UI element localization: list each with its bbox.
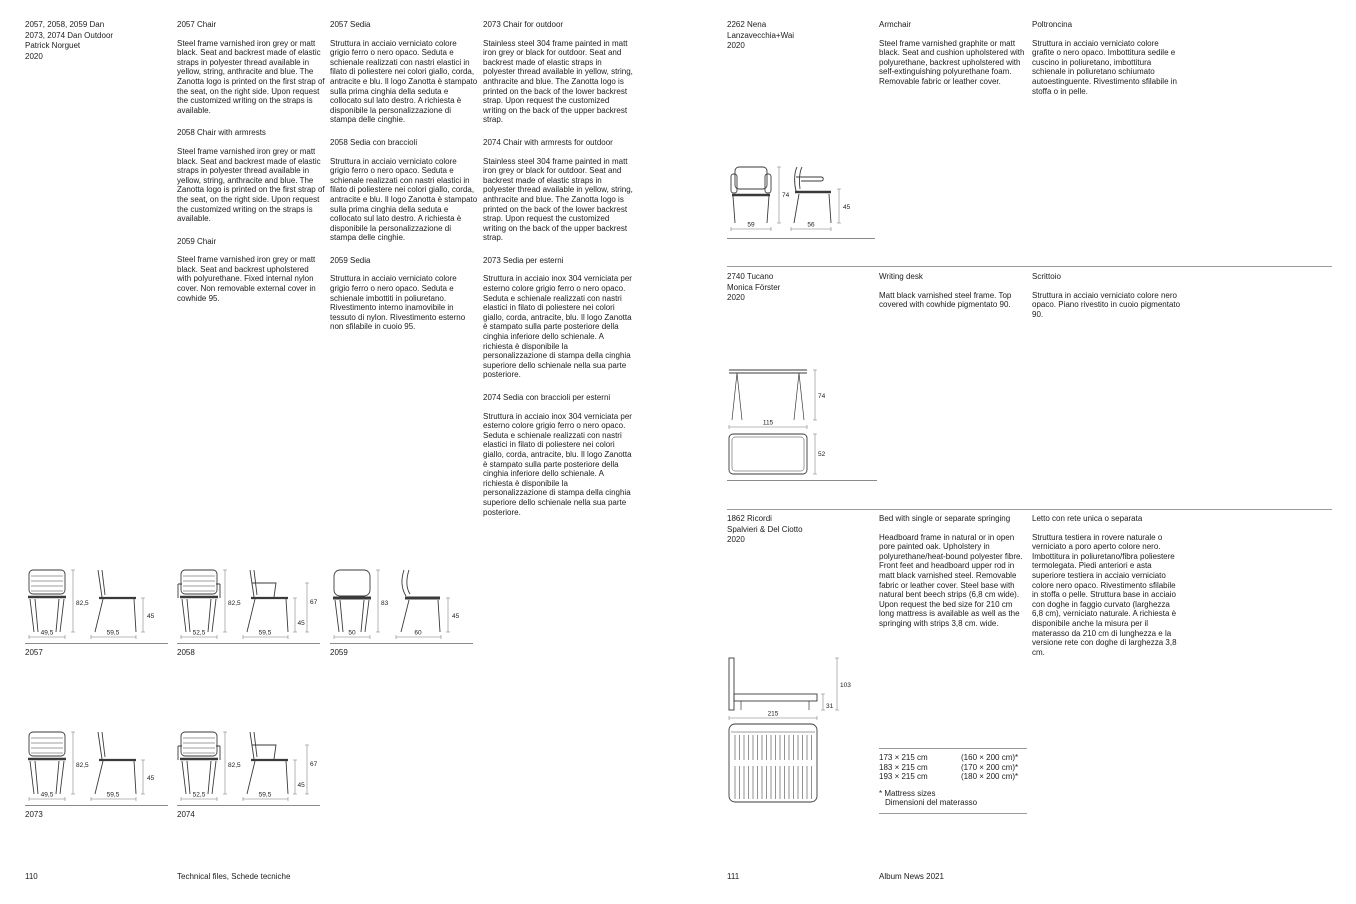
spec-title: 2073 Chair for outdoor — [483, 20, 564, 29]
spec-title: 2059 Chair — [177, 236, 217, 246]
svg-text:115: 115 — [762, 419, 774, 427]
spec-title: 2057 Sedia — [330, 20, 371, 29]
length-dimension — [729, 711, 817, 721]
section-divider-rule — [727, 266, 1332, 267]
seat-height-dimension — [293, 598, 305, 632]
technical-drawing-2059 — [330, 568, 473, 644]
spec-body: Struttura in acciaio inox 304 verniciata per esterno colore grigio ferro o nero opaco. Seduta e schienale realizzati con nastri elastici in filato di poliestere nei colori giallo, corda, antracite, blu. Il logo Zanotta è stampato sulla parte posteriore della cinghia inferiore dello schienale. A richiesta è disponibile la personalizzazione di stampa della cinghia superiore dello schienale nella sua parte posteriore. — [483, 411, 632, 517]
svg-text:59,5: 59,5 — [106, 791, 120, 799]
spec-block — [177, 20, 325, 115]
seat-height-dimension — [446, 598, 460, 632]
svg-text:52,5: 52,5 — [192, 629, 206, 637]
spec-title: 2058 Sedia con braccioli — [330, 137, 418, 147]
spec-title: 2073 Sedia per esterni — [483, 255, 564, 265]
model-name: 2262 Nena — [727, 20, 767, 29]
svg-text:49,5: 49,5 — [40, 629, 54, 637]
width-dimensions — [29, 630, 136, 640]
base-height-dimension — [821, 694, 834, 710]
page-number-right: 111 — [727, 872, 740, 881]
technical-drawing-2073 — [25, 730, 168, 806]
designer-name: Spalvieri & Del Ciotto — [727, 524, 803, 534]
svg-text:56: 56 — [807, 221, 815, 229]
spec-body: Struttura in acciaio verniciato colore grigio ferro o nero opaco. Seduta e schienale realizzati con nastri elastici in filato di poliestere nei colori giallo, corda, antracite e blu. Il logo Zanotta è stampato sulla prima cinghia della seduta e collocato sul lato destro. A richiesta è disponibile la personalizzazione di stampa delle cinghie. — [330, 156, 478, 243]
spec-body: Stainless steel 304 frame painted in matt iron grey or black for outdoor. Seat and backrest made of elastic straps in polyester thread available in yellow, string, anthracite and blue. The Zanotta logo is printed on the back of the lower backrest strap. Upon request the customized writing on the back of the upper backrest strap. — [483, 156, 633, 243]
height-dimension — [777, 167, 790, 223]
mattress-size: (170 × 200 cm)* — [961, 762, 1019, 772]
technical-drawing-2057 — [25, 568, 168, 644]
design-year: 2020 — [25, 51, 43, 61]
svg-text:45: 45 — [297, 782, 305, 789]
footer-right: Album News 2021 — [879, 872, 944, 881]
mattress-sizes-table — [879, 748, 1027, 814]
svg-text:83: 83 — [381, 600, 389, 607]
seat-height-dimension — [141, 760, 155, 794]
bed-size: 193 × 215 cm — [879, 772, 928, 782]
svg-text:74: 74 — [818, 393, 826, 400]
drawing-label: 2073 — [25, 810, 43, 819]
spec-title: Scrittoio — [1032, 272, 1061, 281]
section-nena-english — [879, 20, 1029, 87]
svg-text:60: 60 — [414, 629, 422, 637]
technical-drawing-ricordi — [727, 656, 877, 804]
design-year: 2020 — [727, 41, 745, 51]
width-dimension — [729, 420, 807, 430]
technical-drawing-tucano — [727, 368, 877, 481]
drawing-label: 2057 — [25, 648, 43, 657]
spec-body: Stainless steel 304 frame painted in matt iron grey or black for outdoor. Seat and backrest made of elastic straps in polyester thread available in yellow, string, anthracite and blue. The Zanotta logo is printed on the back of the lower backrest strap. Upon request the customized writing on the back of the upper backrest strap. — [483, 38, 633, 125]
armrest-height-dimension — [305, 583, 318, 632]
height-dimension — [71, 732, 89, 794]
section-tucano-italian — [1032, 272, 1182, 319]
section-ricordi-italian — [1032, 514, 1182, 657]
footer-left: Technical files, Schede tecniche — [177, 872, 291, 881]
svg-text:50: 50 — [348, 629, 356, 637]
spec-title: 2074 Sedia con braccioli per esterni — [483, 393, 611, 402]
left-column-english — [177, 20, 325, 316]
section-nena-id — [727, 20, 875, 52]
seat-height-dimension — [837, 189, 851, 223]
spec-block — [483, 138, 633, 243]
svg-text:52: 52 — [818, 451, 826, 458]
svg-text:45: 45 — [452, 613, 460, 620]
section-ricordi-id — [727, 514, 875, 546]
technical-drawing-2074 — [177, 730, 320, 806]
spec-block — [483, 256, 633, 380]
spec-title: Armchair — [879, 20, 912, 29]
spec-block — [483, 20, 633, 125]
spec-block — [177, 128, 325, 223]
spec-block — [483, 393, 633, 517]
svg-text:52,5: 52,5 — [192, 791, 206, 799]
svg-text:59: 59 — [747, 221, 755, 229]
svg-text:49,5: 49,5 — [40, 791, 54, 799]
size-row — [879, 772, 1027, 782]
left-column-outdoor — [483, 20, 633, 530]
spec-title: Writing desk — [879, 272, 923, 281]
model-name: 2740 Tucano — [727, 272, 774, 281]
svg-text:103: 103 — [840, 682, 851, 689]
model-numbers: 2057, 2058, 2059 Dan — [25, 20, 105, 29]
spec-body: Headboard frame in natural or in open pore painted oak. Upholstery in polyurethane/heat-bound polyester fibre. Front feet and headboard upper rod in matt black varnished steel. Removable fabric or leather cover. Steel base with natural bent beech strips (6,8 cm wide). Upon request the bed size for 210 cm long mattress is available as well as the springing with strips 3,8 cm. wide. — [879, 532, 1023, 628]
armrest-height-dimension — [305, 745, 318, 794]
width-dimensions — [181, 630, 288, 640]
spec-title: Letto con rete unica o separata — [1032, 514, 1143, 523]
seat-height-dimension — [293, 760, 305, 794]
svg-text:31: 31 — [826, 703, 834, 710]
svg-text:59,5: 59,5 — [258, 791, 272, 799]
section-tucano-english — [879, 272, 1029, 310]
page-number-left: 110 — [25, 872, 38, 881]
section-divider-rule — [727, 509, 1332, 510]
svg-text:59,5: 59,5 — [106, 629, 120, 637]
left-column-italian — [330, 20, 478, 345]
mattress-size: (180 × 200 cm)* — [961, 772, 1019, 782]
desk-plan — [729, 434, 807, 474]
section-ricordi-english — [879, 514, 1029, 629]
drawing-label: 2059 — [330, 648, 348, 657]
spec-title: Poltroncina — [1032, 20, 1073, 29]
height-dimension — [71, 570, 89, 632]
spec-body: Steel frame varnished iron grey or matt black. Seat and backrest upholstered with polyurethane. Fixed internal nylon cover. Non removable external cover in cowhide 95. — [177, 255, 316, 303]
section-nena-italian — [1032, 20, 1182, 96]
spec-body: Struttura testiera in rovere naturale o verniciato a poro aperto colore nero. Imbottitura in poliuretano/fibra poliestere termolegata. Piedi anteriori e asta superiore testiera in acciaio verniciato colore nero opaco. Rivestimento sfilabile in stoffa o pelle. Struttura base in acciaio con doghe in faggio curvato (larghezza 6,8 cm), verniciato naturale. A richiesta è disponibile anche la misura per il materasso da 210 cm di lunghezza e la versione rete con doghe di larghezza 3,8 cm. — [1032, 532, 1177, 657]
svg-text:82,5: 82,5 — [76, 600, 89, 607]
spec-body: Matt black varnished steel frame. Top covered with cowhide pigmentato 90. — [879, 290, 1012, 310]
bed-size: 173 × 215 cm — [879, 753, 928, 762]
model-name: 1862 Ricordi — [727, 514, 772, 523]
mattress-size: (160 × 200 cm)* — [961, 753, 1019, 762]
svg-text:59,5: 59,5 — [258, 629, 272, 637]
spec-body: Struttura in acciaio verniciato colore nero opaco. Piano rivestito in cuoio pigmentato 90. — [1032, 290, 1181, 319]
left-product-info — [25, 20, 170, 62]
sizes-note-it: Dimensioni del materasso — [885, 798, 978, 808]
bed-size: 183 × 215 cm — [879, 762, 928, 772]
sizes-note-en: * Mattress sizes — [879, 788, 936, 798]
spec-body: Struttura in acciaio verniciato colore grigio ferro o nero opaco. Seduta e schienale imbottiti in poliuretano. Rivestimento interno inamovibile in tessuto di nylon. Rivestimento esterno non sfilabile in cuoio 95. — [330, 274, 466, 332]
svg-text:45: 45 — [147, 613, 155, 620]
spec-body: Steel frame varnished graphite or matt black. Seat and cushion upholstered with polyurethane, backrest upholstered with self-extinguishing polyurethane foam. Removable fabric or leather cover. — [879, 38, 1025, 86]
height-dimension — [223, 570, 241, 632]
svg-text:82,5: 82,5 — [228, 600, 241, 607]
spec-title: 2074 Chair with armrests for outdoor — [483, 137, 613, 147]
height-dimension — [376, 570, 389, 632]
spec-body: Struttura in acciaio verniciato colore grafite o nero opaco. Imbottitura sedile e cuscino in poliuretano, imbottitura schienale in poliuretano schiumato autoestinguente. Rivestimento sfilabile in stoffa o in pelle. — [1032, 38, 1177, 96]
spec-block — [330, 256, 478, 332]
height-dimension — [223, 732, 241, 794]
design-year: 2020 — [727, 293, 745, 303]
depth-dimension — [813, 434, 826, 474]
spec-body: Steel frame varnished iron grey or matt black. Seat and backrest made of elastic straps in polyester thread available in yellow, string, anthracite and blue. The Zanotta logo is printed on the first strap of the seat, on the right side. Upon request the customized writing on the straps is available. — [177, 38, 325, 115]
desk-elevation — [729, 370, 807, 420]
size-row — [879, 763, 1027, 773]
bed-plan — [729, 724, 817, 802]
spec-title: 2059 Sedia — [330, 255, 371, 265]
spec-body: Struttura in acciaio verniciato colore grigio ferro o nero opaco. Seduta e schienale realizzati con nastri elastici in filato di poliestere nei colori giallo, corda, antracite e blu. Il logo Zanotta è stampato sulla prima cinghia della seduta e collocato sul lato destro. A richiesta è disponibile la personalizzazione di stampa delle cinghie. — [330, 38, 478, 125]
spec-body: Struttura in acciaio inox 304 verniciata per esterno colore grigio ferro o nero opaco. Seduta e schienale realizzati con nastri elastici in filato di poliestere nei colori giallo, corda, antracite, blu. Il logo Zanotta è stampato sulla parte posteriore della cinghia inferiore dello schienale. A richiesta è disponibile la personalizzazione di stampa della cinghia superiore dello schienale nella sua parte posteriore. — [483, 274, 632, 380]
spec-title: Bed with single or separate springing — [879, 514, 1011, 523]
svg-text:67: 67 — [310, 599, 318, 606]
technical-drawing-2058 — [177, 568, 320, 644]
svg-text:45: 45 — [147, 775, 155, 782]
svg-text:67: 67 — [310, 761, 318, 768]
designer-name: Patrick Norguet — [25, 41, 81, 51]
height-dimension — [813, 370, 826, 420]
bed-elevation — [729, 658, 817, 710]
headboard-height-dimension — [835, 658, 851, 710]
width-dimensions — [181, 792, 288, 802]
spec-title: 2057 Chair — [177, 20, 217, 29]
svg-text:45: 45 — [297, 620, 305, 627]
design-year: 2020 — [727, 535, 745, 545]
svg-text:82,5: 82,5 — [76, 762, 89, 769]
svg-text:82,5: 82,5 — [228, 762, 241, 769]
spec-block — [330, 20, 478, 125]
svg-text:215: 215 — [767, 710, 779, 718]
designer-name: Monica Förster — [727, 282, 781, 292]
designer-name: Lanzavecchia+Wai — [727, 30, 795, 40]
technical-drawing-nena — [727, 163, 875, 239]
svg-text:45: 45 — [843, 204, 851, 211]
section-tucano-id — [727, 272, 875, 304]
width-dimensions — [29, 792, 136, 802]
size-row — [879, 753, 1027, 763]
spec-block — [177, 237, 325, 304]
model-numbers-outdoor: 2073, 2074 Dan Outdoor — [25, 30, 114, 40]
seat-height-dimension — [141, 598, 155, 632]
drawing-label: 2058 — [177, 648, 195, 657]
spec-body: Steel frame varnished iron grey or matt black. Seat and backrest made of elastic straps in polyester thread available in yellow, string, anthracite and blue. The Zanotta logo is printed on the first strap of the seat, on the right side. Upon request the customized writing on the straps is available. — [177, 146, 325, 224]
drawing-label: 2074 — [177, 810, 195, 819]
spec-title: 2058 Chair with armrests — [177, 128, 266, 138]
width-dimensions — [334, 630, 441, 640]
svg-text:74: 74 — [782, 192, 790, 199]
spec-block — [330, 138, 478, 243]
